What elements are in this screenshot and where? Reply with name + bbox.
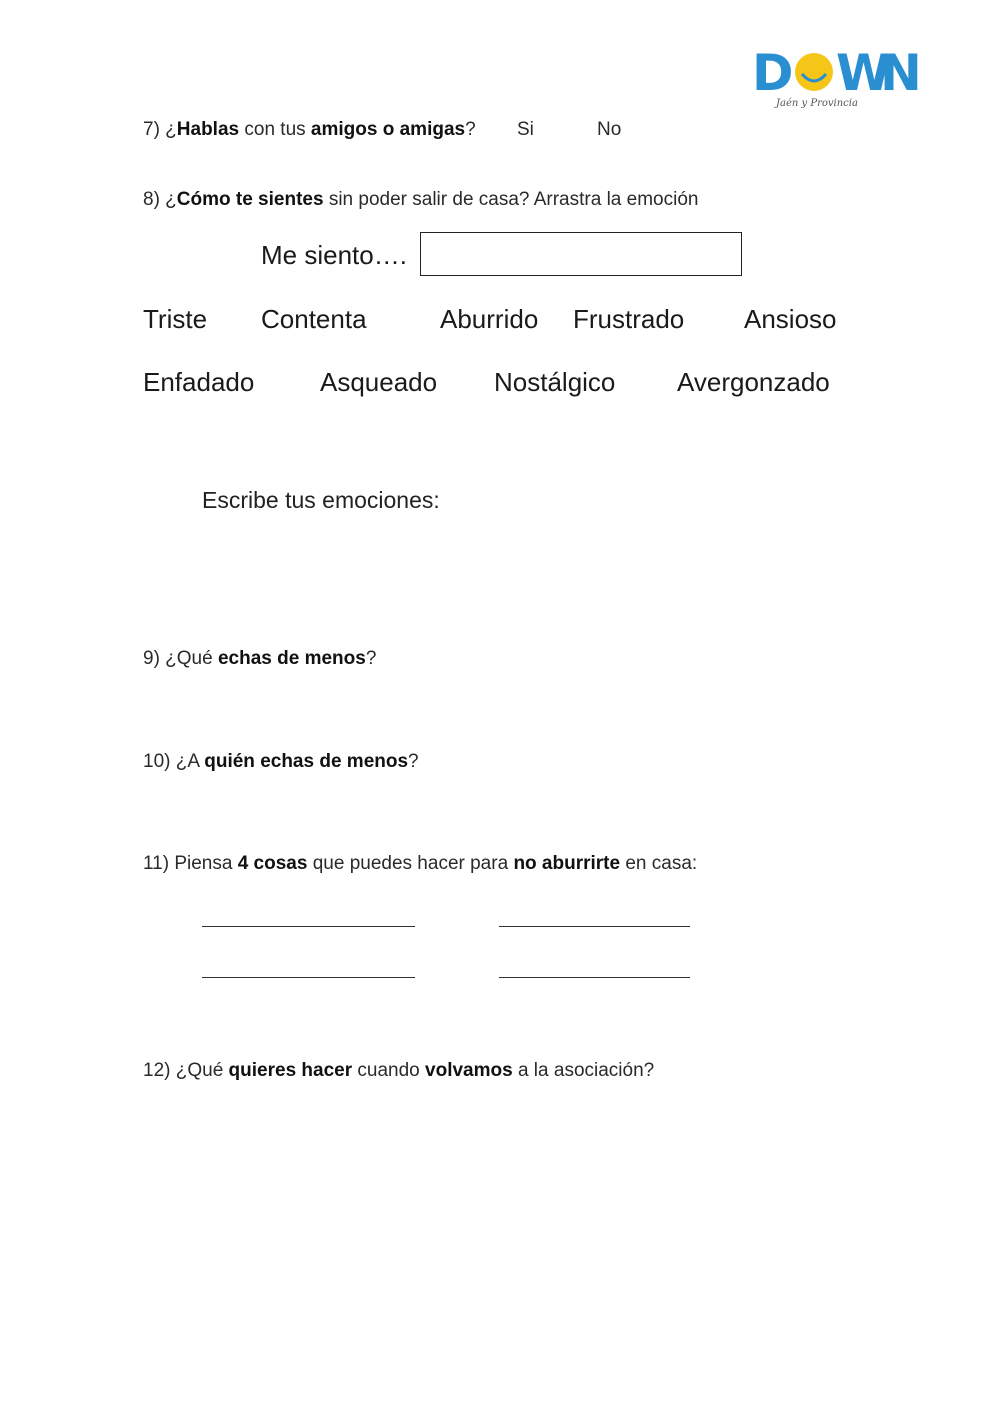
emotion-word[interactable]: Nostálgico [494,367,616,397]
q12-end: a la asociación? [512,1060,655,1081]
answer-line[interactable] [499,926,690,927]
q11-mid: que puedes hacer para [307,853,514,874]
q11-end: en casa: [620,853,698,874]
q9-bold-1: echas de menos [217,648,366,669]
question-9 [143,648,376,670]
logo-letter-d: D [752,44,794,102]
smiley-face-icon [795,53,833,91]
answer-line[interactable] [202,977,415,978]
emotion-word[interactable]: Enfadado [143,367,255,397]
emotion-word[interactable]: Asqueado [320,367,438,397]
q11-bold-1: 4 cosas [237,853,308,874]
write-emotions-prompt: Escribe tus emociones: [202,487,440,513]
q9-end: ? [365,648,377,669]
emotion-word[interactable]: Ansioso [744,304,837,334]
logo-subtitle: Jaén y Provincia [776,98,858,109]
question-10 [143,751,419,773]
q12-bold-2: volvamos [425,1060,513,1081]
option-si[interactable]: Si [517,119,534,140]
q10-bold-1: quién echas de menos [204,751,409,772]
question-12 [143,1060,654,1082]
emotion-word[interactable]: Avergonzado [677,367,830,397]
q12-bold-1: quieres hacer [228,1060,353,1081]
q10-end: ? [408,751,419,772]
q12-number: 12) ¿Qué [143,1060,229,1081]
q8-bold-1: Cómo te sientes [176,189,324,210]
q7-bold-2: amigos o amigas [310,119,466,140]
logo-letter-w: W [836,44,892,102]
question-7 [143,119,476,141]
down-logo [752,40,922,115]
me-siento-label: Me siento…. [261,240,407,270]
q8-end: sin poder salir de casa? Arrastra la emoción [323,189,699,210]
q11-number: 11) Piensa [143,853,238,874]
emotion-word[interactable]: Contenta [261,304,367,334]
answer-line[interactable] [202,926,415,927]
emotion-drop-zone[interactable] [420,232,742,276]
q8-number: 8) ¿ [143,189,177,210]
q9-number: 9) ¿Qué [143,648,218,669]
q12-mid: cuando [352,1060,426,1081]
emotion-word[interactable]: Frustrado [573,304,685,334]
emotion-word[interactable]: Aburrido [440,304,539,334]
emotion-word[interactable]: Triste [143,304,208,334]
q7-number: 7) ¿ [143,119,177,140]
logo-letter-n: N [880,44,922,102]
q7-end: ? [465,119,476,140]
question-11 [143,853,697,875]
q11-bold-2: no aburrirte [513,853,621,874]
answer-line[interactable] [499,977,690,978]
q7-bold-1: Hablas [176,119,240,140]
q10-number: 10) ¿A [143,751,205,772]
option-no[interactable]: No [597,119,622,140]
q7-mid: con tus [239,119,311,140]
question-8 [143,189,698,211]
